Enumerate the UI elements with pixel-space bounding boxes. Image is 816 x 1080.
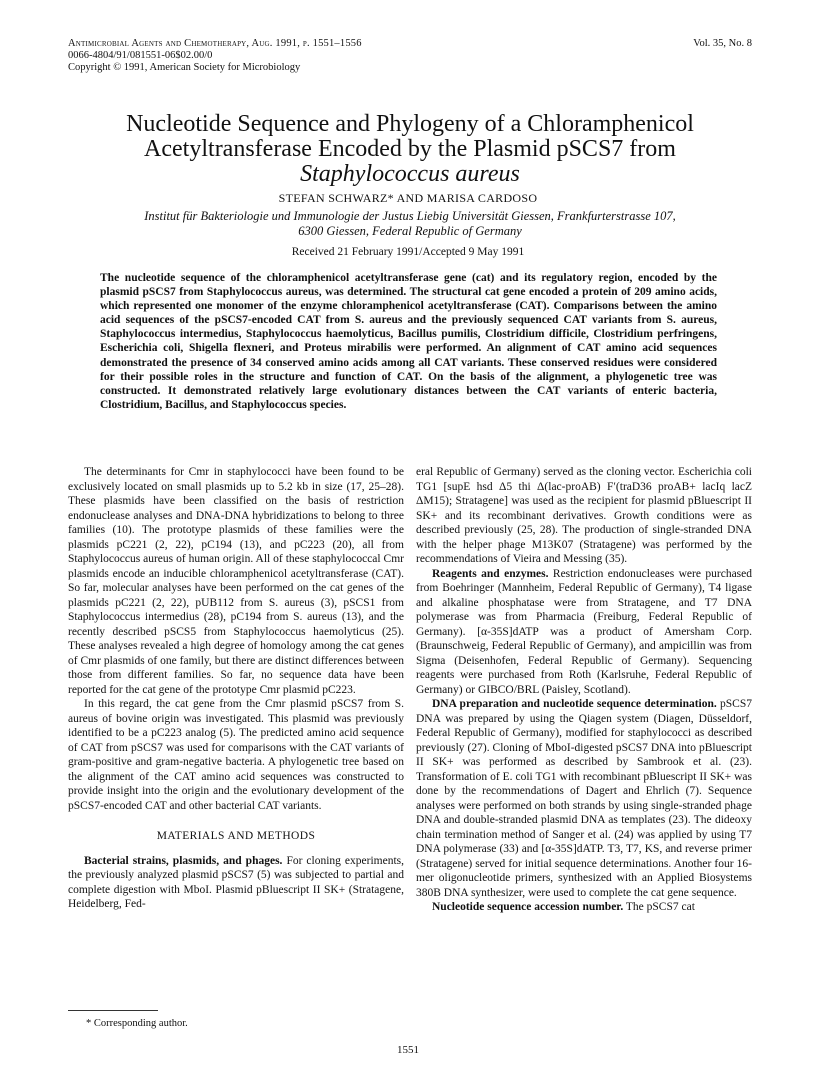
journal-header	[68, 38, 752, 74]
journal-citation: Antimicrobial Agents and Chemotherapy, Aug. 1991, p. 1551–1556	[68, 38, 362, 49]
journal-code: 0066-4804/91/081551-06$02.00/0	[68, 50, 213, 61]
title-line-1: Nucleotide Sequence and Phylogeny of a Chloramphenicol	[126, 111, 694, 137]
authors: STEFAN SCHWARZ* AND MARISA CARDOSO	[278, 191, 538, 205]
intro-paragraph-1: The determinants for Cmr in staphylococci have been found to be exclusively located on small plasmids up to 5.2 kb in size (17, 25–28). These plasmids have been classified on the basis of restriction endonuclease analyses and DNA-DNA hybridizations to belong to three families (10). The prototype plasmids of these families were the plasmids pC221 (2, 22), pC194 (13), and pC223 (20), all from Staphylococcus aureus of human origin. All of these staphylococcal Cmr plasmids encode an inducible chloramphenicol acetyltransferase (CAT). So far, molecular analyses have been performed on the cat genes of the plasmids pC221 (2, 22), pUB112 from S. aureus (3), pSCS1 from Staphylococcus intermedius (28), pC194 from S. aureus (13), and the recently described pSCS5 from Staphylococcus haemolyticus (25). These analyses revealed a high degree of homology among the cat genes of Cmr plasmids of one family, but there are distinct differences between those from different families. So far, no sequence data have been reported for the cat gene of the prototype Cmr plasmid pC223.	[68, 466, 404, 696]
intro-paragraph-2: In this regard, the cat gene from the Cmr plasmid pSCS7 from S. aureus of bovine origin was investigated. This plasmid was previously identified to be a pC223 analog (5). The predicted amino acid sequence of CAT from pSCS7 was used for comparisons with the CAT variants of gram-positive and gram-negative bacteria. A phylogenetic tree based on the alignment of the CAT amino acid sequences was constructed to provide insight into the origin and the evolutionary development of the pSCS7-encoded CAT and other bacterial CAT variants.	[68, 698, 404, 812]
continued-paragraph: eral Republic of Germany) served as the cloning vector. Escherichia coli TG1 [supE hsd Δ5 thi Δ(lac-proAB) F′(traD36 proAB+ lacIq lacZ ΔM15); Stratagene] was used as the recipient for plasmid pBluescript II SK+ and its recombinant derivatives. Growth conditions were as described previously (25, 28). The production of single-stranded DNA with the helper phage M13K07 (Stratagene) was performed by the recommendations of Vieira and Messing (35).	[416, 466, 752, 565]
abstract: The nucleotide sequence of the chloramphenicol acetyltransferase gene (cat) and its regulatory region, encoded by the plasmid pSCS7 from Staphylococcus aureus, was determined. The structural cat gene encoded a protein of 209 amino acids, which represented one monomer of the enzyme chloramphenicol acetyltransferase (CAT). Comparisons between the amino acid sequences of the pSCS7-encoded CAT from S. aureus and the previously sequenced CAT variants from S. aureus, Staphylococcus intermedius, Staphylococcus haemolyticus, Bacillus pumilis, Clostridium difficile, Clostridium perfringens, Escherichia coli, Shigella flexneri, and Proteus mirabilis were performed. An alignment of CAT amino acid sequences demonstrated the presence of 34 conserved amino acids among all CAT variants. These conserved residues were considered for their possible roles in the structure and function of CAT. On the basis of the alignment, a phylogenetic tree was constructed. It demonstrated relatively large evolutionary distances between the CAT variants of enteric bacteria, Clostridium, Bacillus, and Staphylococcus species.	[100, 272, 717, 411]
dna-heading: DNA preparation and nucleotide sequence determination.	[432, 698, 717, 710]
accession-text: The pSCS7 cat	[625, 901, 695, 913]
reagents-heading: Reagents and enzymes.	[432, 567, 549, 580]
strains-paragraph	[68, 854, 404, 912]
accession-paragraph	[416, 900, 752, 915]
affiliation-line-1: Institut für Bakteriologie und Immunologie der Justus Liebig Universität Giessen, Frankfurterstrasse 107,	[144, 209, 676, 223]
footnote: * Corresponding author.	[86, 1018, 188, 1029]
methods-heading: MATERIALS AND METHODS	[156, 830, 316, 842]
dna-paragraph	[416, 697, 752, 900]
title-line-2: Acetyltransferase Encoded by the Plasmid pSCS7 from	[144, 136, 676, 162]
dna-text: pSCS7 DNA was prepared by using the Qiagen system (Diagen, Düsseldorf, Federal Republic of Germany), modified for staphylococci as described previously (27). Cloning of MboI-digested pSCS7 DNA into pBluescript II SK+ was performed as described by Sambrook et al. (23). Transformation of E. coli TG1 with recombinant pBluescript II SK+ was done by the recommendations of Dagert and Ehrlich (7). Sequence analyses were performed on both strands by using single-stranded phage DNA and double-stranded plasmid DNA as templates (23). The dideoxy chain termination method of Sanger et al. (24) was applied by using T7 DNA polymerase (33) and [α-35S]dATP. T3, T7, KS, and reverse primer (Stratagene) served for initial sequence determinations. Another four 16-mer oligonucleotide primers, synthesized with an Applied Biosystems 380B DNA synthesizer, were used to complete the cat gene sequence.	[416, 698, 752, 899]
page-number: 1551	[397, 1044, 419, 1056]
copyright: Copyright © 1991, American Society for Microbiology	[68, 62, 301, 73]
strains-heading: Bacterial strains, plasmids, and phages.	[84, 854, 283, 867]
reagents-text: Restriction endonucleases were purchased from Boehringer (Mannheim, Federal Republic of Germany), T4 ligase and alkaline phosphatase were from Stratagene, and T7 DNA polymerase was from Pharmacia (Freiburg, Federal Republic of Germany). [α-35S]dATP was a product of Amersham Corp. (Braunschweig, Federal Republic of Germany), and ampicillin was from Sigma (Deisenhofen, Federal Republic of Germany). Sequencing reagents were purchased from Roth (Karlsruhe, Federal Republic of Germany) or GIBCO/BRL (Paisley, Scotland).	[416, 567, 752, 696]
reagents-paragraph	[416, 567, 752, 698]
title-line-3: Staphylococcus aureus	[300, 161, 520, 187]
affiliation-line-2: 6300 Giessen, Federal Republic of Germany	[298, 224, 522, 238]
affiliation	[60, 209, 760, 239]
volume-info: Vol. 35, No. 8	[693, 38, 752, 49]
strains-text: For cloning experiments, the previously analyzed plasmid pSCS7 (5) was subjected to partial and complete digestion with MboI. Plasmid pBluescript II SK+ (Stratagene, Heidelberg, Fed-	[68, 854, 404, 910]
footnote-divider	[68, 1010, 158, 1011]
received-date: Received 21 February 1991/Accepted 9 May 1991	[291, 246, 525, 258]
right-column	[416, 465, 752, 915]
left-column	[68, 465, 404, 912]
article-title	[60, 112, 760, 187]
accession-heading: Nucleotide sequence accession number.	[432, 901, 624, 913]
